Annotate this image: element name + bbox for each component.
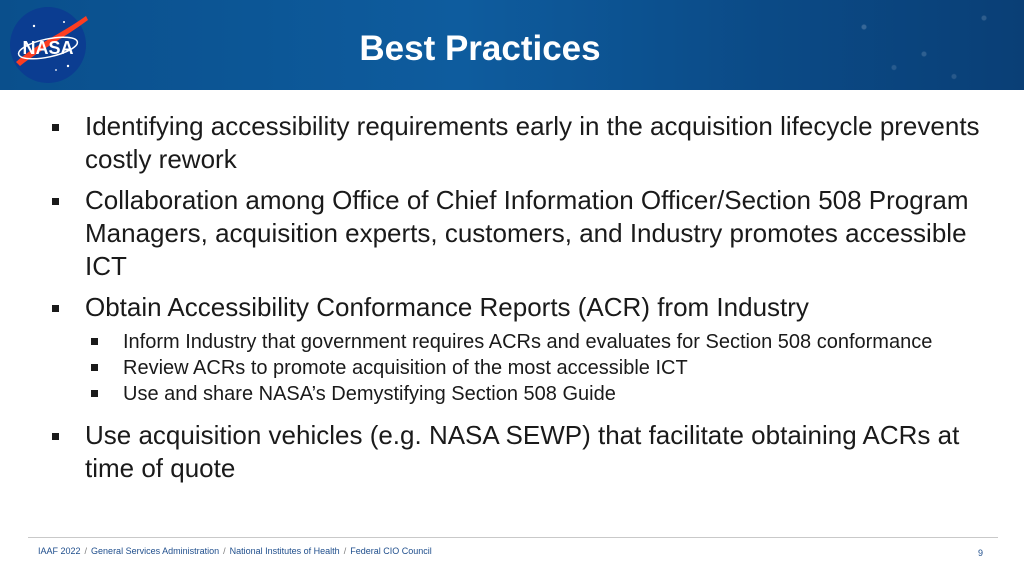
square-bullet-icon [91, 364, 98, 371]
footer-item: General Services Administration [91, 546, 220, 556]
sub-list-item [88, 355, 998, 381]
footer-credits [38, 546, 432, 556]
list-item [48, 291, 998, 324]
footer-separator: / [84, 546, 88, 556]
square-bullet-icon [91, 338, 98, 345]
sub-list-item-text: Use and share NASA’s Demystifying Section 508 Guide [123, 383, 616, 405]
page-number: 9 [978, 548, 984, 558]
sub-list-item-text: Review ACRs to promote acquisition of the most accessible ICT [123, 357, 688, 379]
list-item-text: Collaboration among Office of Chief Information Officer/Section 508 Program Managers, acquisition experts, customers, and Industry promotes accessible ICT [85, 185, 969, 281]
list-item-text: Use acquisition vehicles (e.g. NASA SEWP) that facilitate obtaining ACRs at time of quote [85, 420, 960, 483]
footer-item: IAAF 2022 [38, 546, 81, 556]
bullet-list [48, 110, 998, 493]
square-bullet-icon [52, 305, 59, 312]
footer-item: National Institutes of Health [229, 546, 340, 556]
slide-title: Best Practices [359, 29, 601, 68]
square-bullet-icon [52, 198, 59, 205]
list-item [48, 419, 998, 485]
square-bullet-icon [52, 433, 59, 440]
footer-separator: / [223, 546, 226, 556]
list-item [48, 110, 998, 176]
square-bullet-icon [91, 390, 98, 397]
list-item-text: Obtain Accessibility Conformance Reports (ACR) from Industry [85, 292, 809, 322]
list-item-text: Identifying accessibility requirements early in the acquisition lifecycle prevents costly rework [85, 111, 980, 174]
sub-list [88, 329, 998, 407]
footer-separator: / [343, 546, 347, 556]
sub-list-item [88, 329, 998, 355]
footer-divider [28, 537, 998, 538]
sub-list-item-text: Inform Industry that government requires ACRs and evaluates for Section 508 conformance [123, 331, 933, 353]
list-item [48, 184, 998, 283]
nasa-logo-text: NASA [22, 38, 74, 58]
header-banner [0, 0, 1024, 90]
sub-list-item [88, 381, 998, 407]
square-bullet-icon [52, 124, 59, 131]
footer-item: Federal CIO Council [350, 546, 432, 556]
